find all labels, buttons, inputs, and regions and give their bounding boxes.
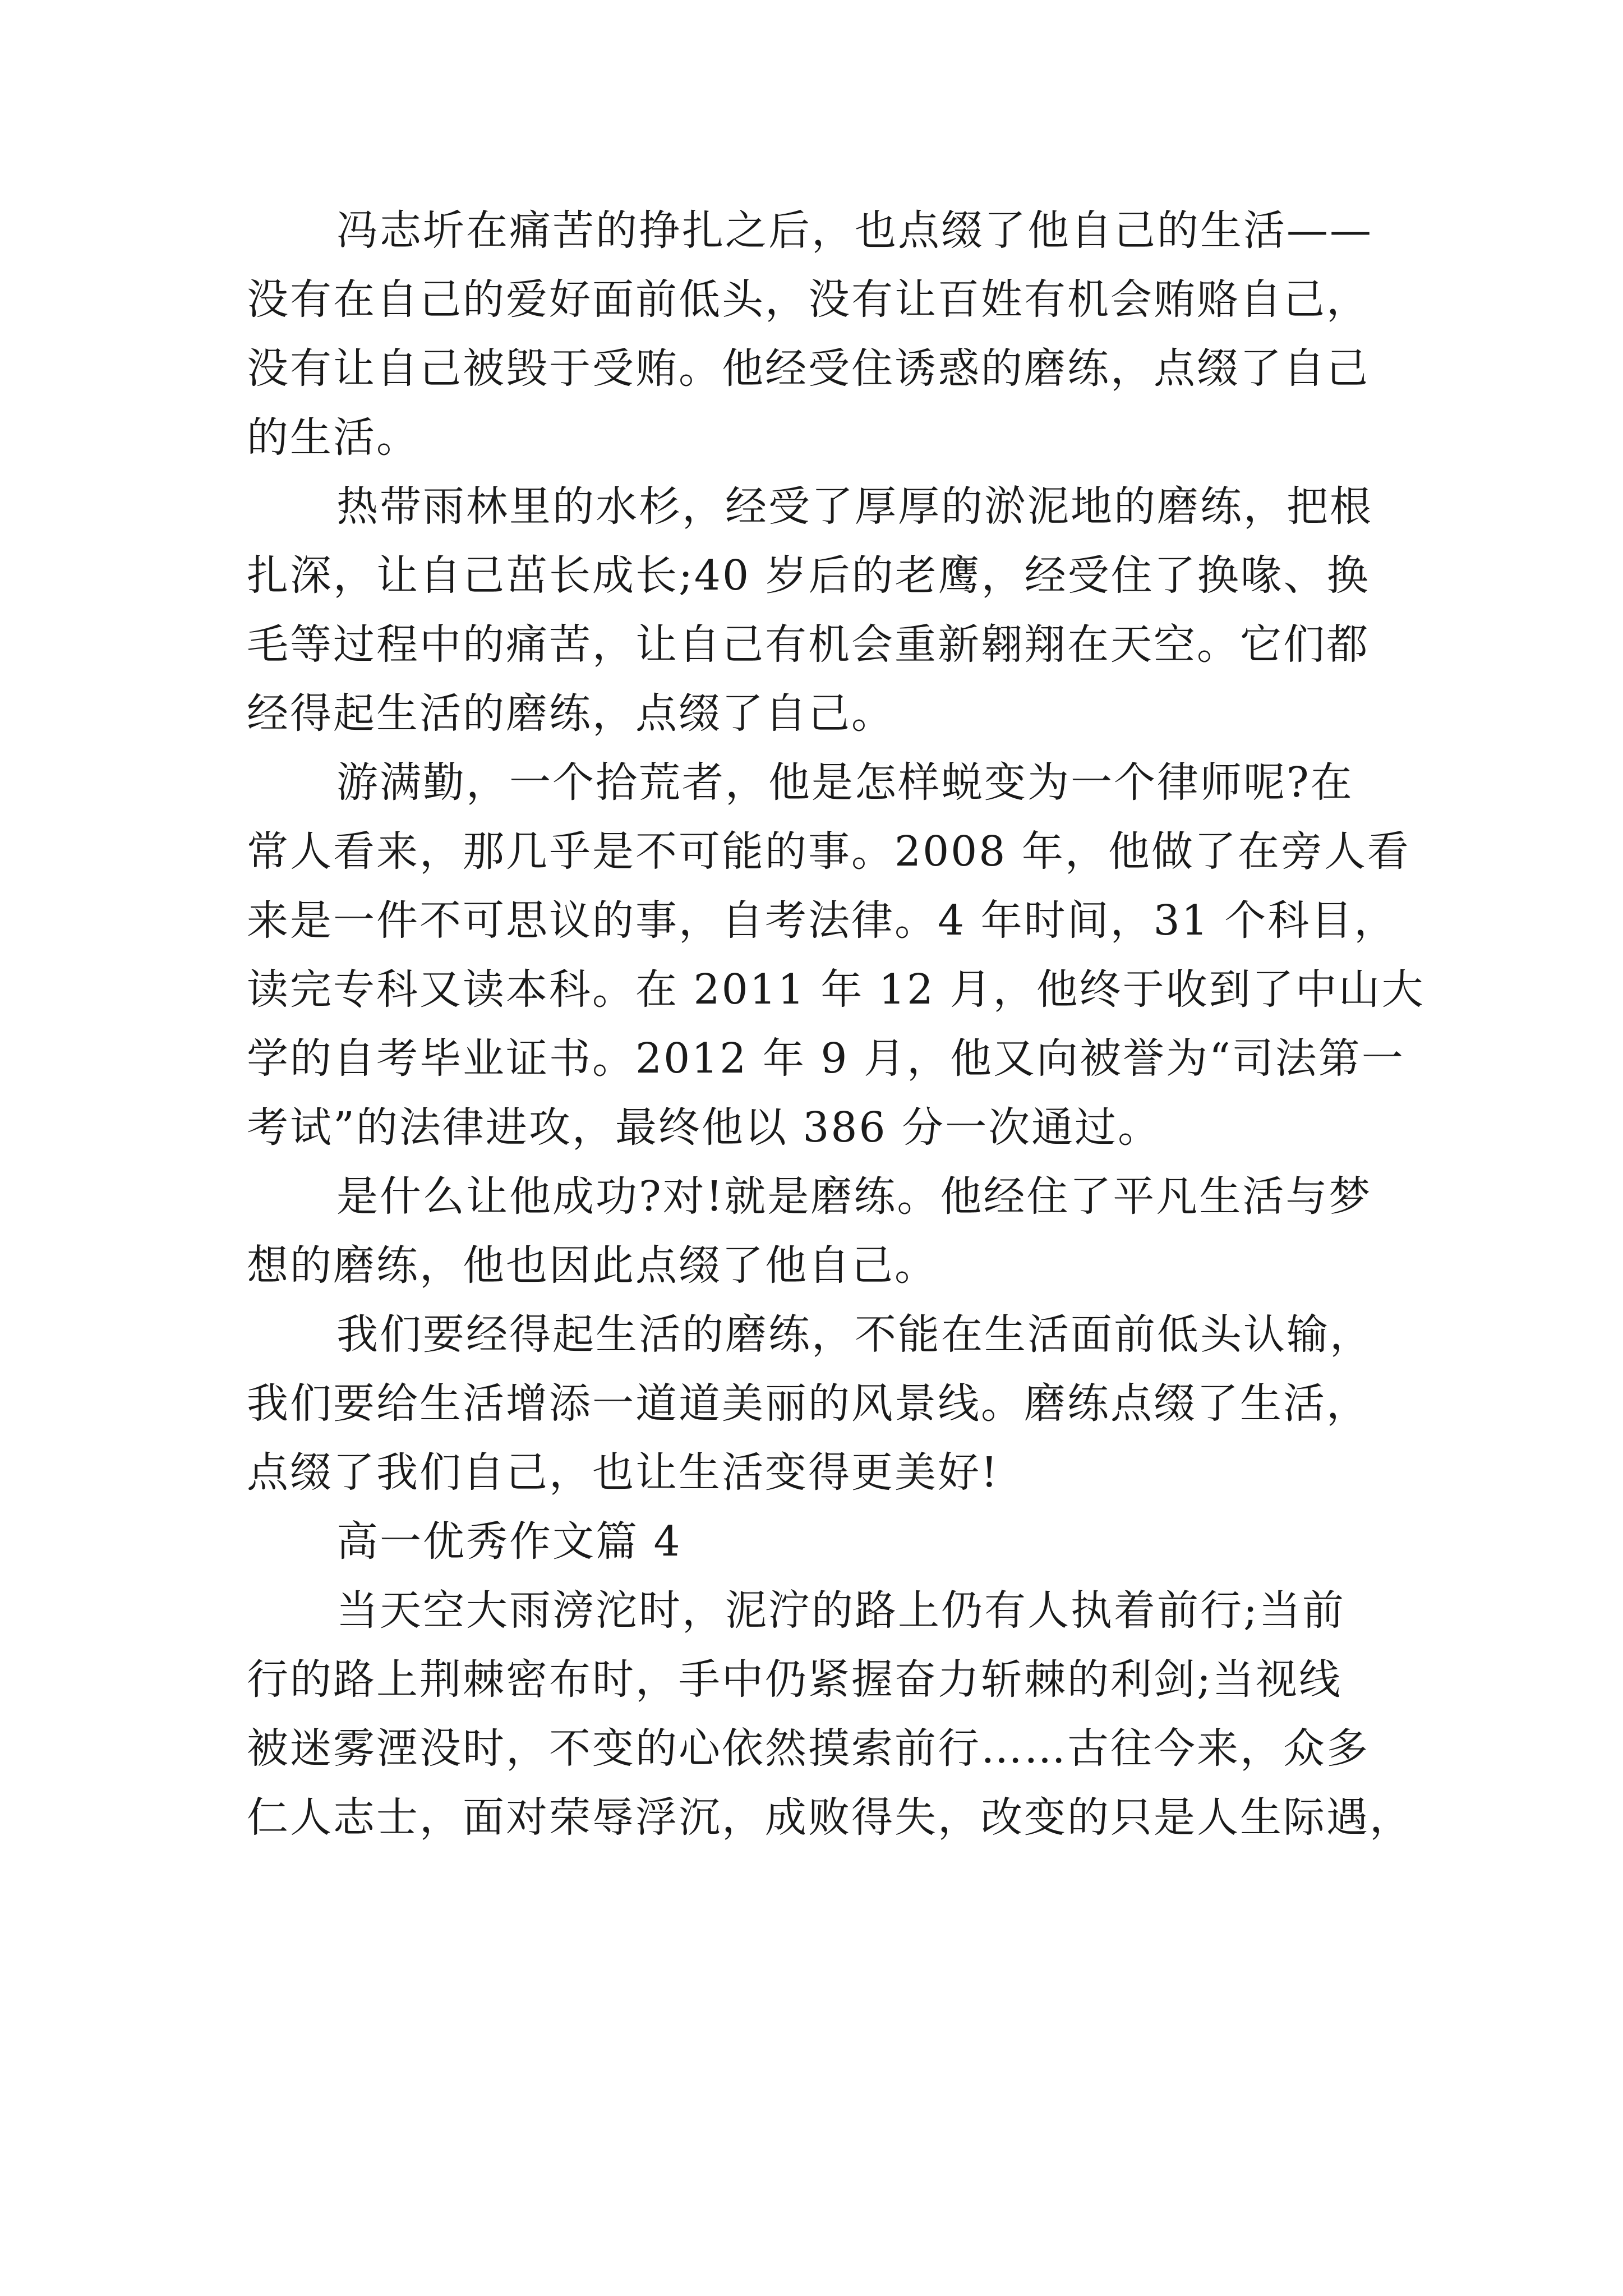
text-line: 的生活。 (247, 413, 419, 462)
text-line: 没有让自己被毁于受贿。他经受住诱惑的磨练，点缀了自己 (247, 344, 1370, 393)
text-line: 读完专科又读本科。在 2011 年 12 月，他终于收到了中山大 (247, 965, 1425, 1014)
text-line: 考试”的法律进攻，最终他以 386 分一次通过。 (247, 1103, 1161, 1152)
text-line: 游满勤，一个拾荒者，他是怎样蜕变为一个律师呢?在 (336, 758, 1354, 807)
text-line: 学的自考毕业证书。2012 年 9 月，他又向被誉为“司法第一 (247, 1034, 1405, 1083)
paragraph (247, 1576, 1413, 1852)
text-line: 行的路上荆棘密布时，手中仍紧握奋力斩棘的利剑;当视线 (247, 1655, 1342, 1704)
text-line: 经得起生活的磨练，点缀了自己。 (247, 689, 895, 738)
paragraph (247, 1300, 1385, 1507)
text-line: 我们要经得起生活的磨练，不能在生活面前低头认输， (336, 1310, 1373, 1359)
text-line: 点缀了我们自己，也让生活变得更美好! (247, 1448, 999, 1497)
paragraph (247, 196, 1385, 472)
text-line: 冯志圻在痛苦的挣扎之后，也点缀了他自己的生活—— (336, 206, 1373, 255)
paragraph (247, 1162, 1385, 1300)
text-line: 我们要给生活增添一道道美丽的风景线。磨练点缀了生活， (247, 1379, 1370, 1428)
paragraph (247, 748, 1425, 1162)
section-heading: 高一优秀作文篇 4 (336, 1517, 682, 1566)
text-line: 没有在自己的爱好面前低头，没有让百姓有机会贿赂自己， (247, 275, 1370, 324)
document-body (247, 196, 1425, 1852)
text-line: 被迷雾湮没时，不变的心依然摸索前行……古往今来，众多 (247, 1724, 1370, 1773)
text-line: 毛等过程中的痛苦，让自己有机会重新翱翔在天空。它们都 (247, 620, 1370, 669)
text-line: 是什么让他成功?对!就是磨练。他经住了平凡生活与梦 (336, 1172, 1372, 1221)
text-line: 仁人志士，面对荣辱浮沉，成败得失，改变的只是人生际遇， (247, 1793, 1413, 1842)
text-line: 当天空大雨滂沱时，泥泞的路上仍有人执着前行;当前 (336, 1586, 1345, 1635)
text-line: 扎深，让自己茁长成长;40 岁后的老鹰，经受住了换喙、换 (247, 551, 1370, 600)
text-line: 想的磨练，他也因此点缀了他自己。 (247, 1241, 938, 1290)
text-line: 常人看来，那几乎是不可能的事。2008 年，他做了在旁人看 (247, 827, 1410, 876)
paragraph (247, 472, 1385, 748)
text-line: 热带雨林里的水杉，经受了厚厚的淤泥地的磨练，把根 (336, 482, 1373, 531)
text-line: 来是一件不可思议的事，自考法律。4 年时间，31 个科目， (247, 896, 1398, 945)
